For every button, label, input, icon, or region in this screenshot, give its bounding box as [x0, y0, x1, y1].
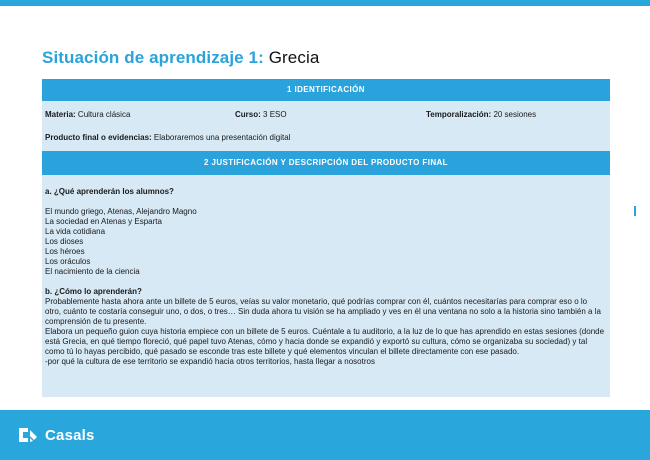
temporalizacion-label: Temporalización:	[426, 110, 492, 119]
curso-label: Curso:	[235, 110, 261, 119]
section-identificacion-header: 1 IDENTIFICACIÓN	[42, 79, 610, 101]
producto-field	[45, 133, 290, 142]
title-prefix: Situación de aprendizaje 1:	[42, 48, 264, 67]
materia-field	[45, 110, 130, 119]
curso-field	[235, 110, 287, 119]
top-accent-bar	[0, 0, 650, 6]
casals-logo	[17, 426, 95, 444]
footer-bar	[0, 410, 650, 460]
temporalizacion-value: 20 sesiones	[493, 110, 537, 119]
paragraph: Probablemente hasta ahora ante un billete de 5 euros, veías su valor monetario, qué podrías comprar con él, cuántos necesitarías para comprar eso o lo otro, cuánto te costaría conseguir uno, o dos, o tres… Sin duda ahora tu visión se ha ampliado y ves en él una ventana no solo a la historia sino también a la comprensión de tu presente.	[45, 297, 601, 326]
paragraph: Elabora un pequeño guion cuya historia empiece con un billete de 5 euros. Cuéntale a tu auditorio, a la luz de lo que has aprendido en estas sesiones (donde está Grecia, en qué tiempo floreció, qué papel tuvo Atenas, cómo y hacia donde se expandió y exportó su cultura, cómo se organizaba su sociedad) y tal como tú lo hayas percibido, qué pasado se esconde tras este billete y qué elementos vinculan el billete directamente con ese pasado.	[45, 327, 605, 356]
topic-item: El nacimiento de la ciencia	[45, 267, 140, 276]
materia-value: Cultura clásica	[77, 110, 131, 119]
topic-item: Los héroes	[45, 247, 85, 256]
topic-item: Los dioses	[45, 237, 84, 246]
question-b: b. ¿Cómo lo aprenderán?	[45, 287, 142, 296]
casals-logo-icon	[17, 426, 39, 444]
question-a: a. ¿Qué aprenderán los alumnos?	[45, 187, 174, 196]
temporalizacion-field	[426, 110, 536, 119]
topic-item: La vida cotidiana	[45, 227, 106, 236]
topic-item: La sociedad en Atenas y Esparta	[45, 217, 162, 226]
title-subject: Grecia	[268, 48, 320, 67]
paragraph: -por qué la cultura de ese territorio se expandió hacia otros territorios, hasta llegar a nosotros	[45, 357, 375, 366]
producto-value: Elaboraremos una presentación digital	[153, 133, 291, 142]
side-marker	[634, 206, 636, 216]
brand-name: Casals	[45, 426, 95, 444]
topic-item: El mundo griego, Atenas, Alejandro Magno	[45, 207, 197, 216]
justificacion-panel	[42, 175, 610, 397]
page-title	[42, 48, 319, 68]
producto-label: Producto final o evidencias:	[45, 133, 152, 142]
identificacion-panel	[42, 101, 610, 151]
curso-value: 3 ESO	[263, 110, 287, 119]
materia-label: Materia:	[45, 110, 76, 119]
justificacion-content	[45, 187, 605, 367]
topic-item: Los oráculos	[45, 257, 91, 266]
section-justificacion-header: 2 JUSTIFICACIÓN Y DESCRIPCIÓN DEL PRODUCTO FINAL	[42, 151, 610, 175]
